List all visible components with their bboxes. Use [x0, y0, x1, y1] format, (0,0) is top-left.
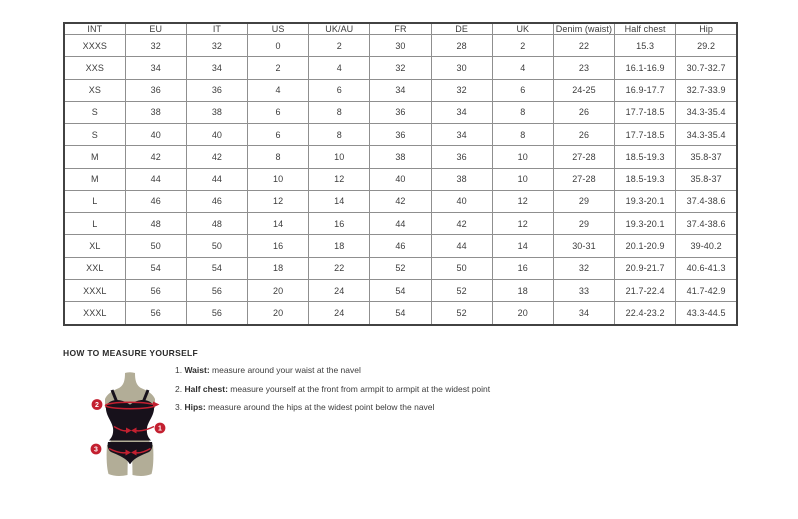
- size-cell: 23: [553, 57, 614, 79]
- size-cell: 14: [248, 213, 309, 235]
- size-cell: 24-25: [553, 79, 614, 101]
- size-cell: 30-31: [553, 235, 614, 257]
- size-cell: 28: [431, 35, 492, 57]
- size-cell: 44: [186, 168, 247, 190]
- size-cell: 40: [125, 124, 186, 146]
- size-cell: 36: [370, 101, 431, 123]
- size-row: [64, 35, 737, 57]
- size-cell: 32: [553, 257, 614, 279]
- size-cell: 24: [309, 302, 370, 325]
- column-header: Half chest: [615, 23, 676, 35]
- size-cell: 37.4-38.6: [676, 190, 737, 212]
- size-cell: XXS: [64, 57, 125, 79]
- mannequin-figure: [84, 371, 170, 485]
- size-cell: 46: [125, 190, 186, 212]
- size-cell: 8: [492, 101, 553, 123]
- size-cell: 32.7-33.9: [676, 79, 737, 101]
- size-cell: 19.3-20.1: [615, 213, 676, 235]
- size-cell: 4: [248, 79, 309, 101]
- size-cell: 38: [186, 101, 247, 123]
- size-cell: 14: [492, 235, 553, 257]
- chest-arrowhead: [153, 402, 160, 408]
- size-row: [64, 190, 737, 212]
- size-cell: 50: [125, 235, 186, 257]
- size-cell: 48: [125, 213, 186, 235]
- column-header: DE: [431, 23, 492, 35]
- size-cell: 38: [370, 146, 431, 168]
- size-cell: 46: [370, 235, 431, 257]
- size-cell: 39-40.2: [676, 235, 737, 257]
- size-cell: 44: [370, 213, 431, 235]
- measure-instruction-hips: [175, 403, 490, 412]
- size-cell: 10: [309, 146, 370, 168]
- size-cell: 41.7-42.9: [676, 279, 737, 301]
- size-cell: 6: [248, 101, 309, 123]
- size-cell: 10: [492, 168, 553, 190]
- size-cell: 38: [431, 168, 492, 190]
- size-cell: 54: [186, 257, 247, 279]
- badge-hips-number: 3: [94, 446, 98, 454]
- size-cell: 8: [248, 146, 309, 168]
- size-cell: 17.7-18.5: [615, 124, 676, 146]
- size-cell: 42: [431, 213, 492, 235]
- size-cell: XL: [64, 235, 125, 257]
- column-header: INT: [64, 23, 125, 35]
- size-cell: 44: [125, 168, 186, 190]
- size-cell: 16: [492, 257, 553, 279]
- size-cell: 29: [553, 213, 614, 235]
- item-text: measure around your waist at the navel: [209, 365, 361, 375]
- size-cell: 34.3-35.4: [676, 101, 737, 123]
- size-cell: 0: [248, 35, 309, 57]
- size-cell: 18: [248, 257, 309, 279]
- size-cell: 4: [492, 57, 553, 79]
- measure-section-heading: HOW TO MEASURE YOURSELF: [63, 348, 199, 358]
- size-cell: 26: [553, 101, 614, 123]
- size-cell: XXXL: [64, 302, 125, 325]
- size-cell: 30: [370, 35, 431, 57]
- size-cell: 2: [248, 57, 309, 79]
- size-cell: 48: [186, 213, 247, 235]
- size-cell: 24: [309, 279, 370, 301]
- camisole-bodice: [106, 400, 154, 440]
- size-cell: S: [64, 101, 125, 123]
- size-row: [64, 257, 737, 279]
- size-row: [64, 302, 737, 325]
- size-cell: 43.3-44.5: [676, 302, 737, 325]
- size-cell: M: [64, 146, 125, 168]
- item-text: measure around the hips at the widest point below the navel: [205, 402, 435, 412]
- size-cell: 32: [186, 35, 247, 57]
- size-cell: 37.4-38.6: [676, 213, 737, 235]
- size-cell: 40: [370, 168, 431, 190]
- size-cell: 32: [431, 79, 492, 101]
- size-cell: XXL: [64, 257, 125, 279]
- size-cell: 27-28: [553, 168, 614, 190]
- size-cell: 30: [431, 57, 492, 79]
- size-cell: 50: [186, 235, 247, 257]
- size-cell: 29.2: [676, 35, 737, 57]
- size-cell: 22.4-23.2: [615, 302, 676, 325]
- size-cell: 8: [492, 124, 553, 146]
- column-header: UK/AU: [309, 23, 370, 35]
- size-cell: 16: [309, 213, 370, 235]
- size-cell: 54: [370, 302, 431, 325]
- column-header: EU: [125, 23, 186, 35]
- size-cell: 34: [125, 57, 186, 79]
- size-cell: 46: [186, 190, 247, 212]
- measure-instructions-list: [175, 366, 490, 422]
- size-cell: 40: [431, 190, 492, 212]
- size-cell: 36: [125, 79, 186, 101]
- size-row: [64, 57, 737, 79]
- size-cell: 16.9-17.7: [615, 79, 676, 101]
- size-cell: 52: [431, 302, 492, 325]
- column-header: UK: [492, 23, 553, 35]
- size-cell: 4: [309, 57, 370, 79]
- size-cell: 6: [492, 79, 553, 101]
- size-cell: 34: [553, 302, 614, 325]
- size-cell: 35.8-37: [676, 168, 737, 190]
- size-cell: 14: [309, 190, 370, 212]
- size-cell: 10: [492, 146, 553, 168]
- size-cell: 36: [370, 124, 431, 146]
- size-cell: 54: [370, 279, 431, 301]
- size-cell: 56: [125, 279, 186, 301]
- size-cell: 18: [309, 235, 370, 257]
- size-cell: 52: [370, 257, 431, 279]
- size-cell: 15.3: [615, 35, 676, 57]
- size-cell: 21.7-22.4: [615, 279, 676, 301]
- size-cell: 42: [125, 146, 186, 168]
- size-cell: 22: [309, 257, 370, 279]
- table-header-row: [64, 23, 737, 35]
- item-number: 2.: [175, 383, 183, 394]
- badge-half-chest-number: 2: [95, 402, 99, 409]
- size-cell: 42: [186, 146, 247, 168]
- item-number: 1.: [175, 365, 183, 375]
- size-cell: 12: [492, 190, 553, 212]
- size-cell: 8: [309, 101, 370, 123]
- size-cell: 2: [492, 35, 553, 57]
- item-number: 3.: [175, 402, 183, 412]
- size-cell: M: [64, 168, 125, 190]
- size-cell: 56: [186, 302, 247, 325]
- size-cell: S: [64, 124, 125, 146]
- size-cell: 26: [553, 124, 614, 146]
- size-row: [64, 235, 737, 257]
- size-cell: 32: [125, 35, 186, 57]
- size-cell: 34.3-35.4: [676, 124, 737, 146]
- column-header: FR: [370, 23, 431, 35]
- size-cell: 40.6-41.3: [676, 257, 737, 279]
- size-cell: 38: [125, 101, 186, 123]
- size-cell: 16.1-16.9: [615, 57, 676, 79]
- size-cell: XXXL: [64, 279, 125, 301]
- size-cell: 34: [431, 124, 492, 146]
- size-cell: 8: [309, 124, 370, 146]
- size-cell: 20: [248, 302, 309, 325]
- size-cell: 34: [370, 79, 431, 101]
- size-cell: 10: [248, 168, 309, 190]
- size-cell: 56: [186, 279, 247, 301]
- size-cell: 35.8-37: [676, 146, 737, 168]
- size-cell: 33: [553, 279, 614, 301]
- size-cell: 50: [431, 257, 492, 279]
- size-cell: 12: [492, 213, 553, 235]
- size-row: [64, 101, 737, 123]
- size-row: [64, 279, 737, 301]
- size-row: [64, 124, 737, 146]
- size-cell: 56: [125, 302, 186, 325]
- size-cell: 36: [186, 79, 247, 101]
- size-cell: 32: [370, 57, 431, 79]
- size-cell: 2: [309, 35, 370, 57]
- size-cell: 6: [309, 79, 370, 101]
- item-label: Half chest:: [184, 383, 228, 394]
- column-header: Hip: [676, 23, 737, 35]
- size-cell: 34: [186, 57, 247, 79]
- badge-waist-number: 1: [158, 425, 162, 433]
- size-cell: 17.7-18.5: [615, 101, 676, 123]
- size-cell: L: [64, 190, 125, 212]
- size-cell: 44: [431, 235, 492, 257]
- column-header: US: [248, 23, 309, 35]
- size-cell: 20: [492, 302, 553, 325]
- item-text: measure yourself at the front from armpit to armpit at the widest point: [227, 383, 491, 394]
- size-row: [64, 146, 737, 168]
- size-cell: 19.3-20.1: [615, 190, 676, 212]
- size-cell: 20.1-20.9: [615, 235, 676, 257]
- size-cell: 6: [248, 124, 309, 146]
- size-cell: L: [64, 213, 125, 235]
- size-cell: 16: [248, 235, 309, 257]
- measure-instruction-waist: [175, 366, 490, 375]
- size-cell: 12: [309, 168, 370, 190]
- size-chart-table: [63, 22, 738, 326]
- size-cell: 20: [248, 279, 309, 301]
- column-header: IT: [186, 23, 247, 35]
- size-cell: XS: [64, 79, 125, 101]
- size-cell: 27-28: [553, 146, 614, 168]
- size-cell: 20.9-21.7: [615, 257, 676, 279]
- size-row: [64, 213, 737, 235]
- size-row: [64, 168, 737, 190]
- size-cell: 52: [431, 279, 492, 301]
- size-cell: XXXS: [64, 35, 125, 57]
- column-header: Denim (waist): [553, 23, 614, 35]
- size-cell: 18.5-19.3: [615, 168, 676, 190]
- size-cell: 12: [248, 190, 309, 212]
- item-label: Hips:: [184, 402, 206, 412]
- size-cell: 22: [553, 35, 614, 57]
- size-cell: 54: [125, 257, 186, 279]
- size-cell: 18: [492, 279, 553, 301]
- size-cell: 29: [553, 190, 614, 212]
- size-row: [64, 79, 737, 101]
- size-cell: 36: [431, 146, 492, 168]
- size-cell: 30.7-32.7: [676, 57, 737, 79]
- item-label: Waist:: [184, 365, 210, 375]
- size-cell: 42: [370, 190, 431, 212]
- size-cell: 18.5-19.3: [615, 146, 676, 168]
- measure-instruction-half-chest: [175, 385, 490, 394]
- size-cell: 40: [186, 124, 247, 146]
- size-cell: 34: [431, 101, 492, 123]
